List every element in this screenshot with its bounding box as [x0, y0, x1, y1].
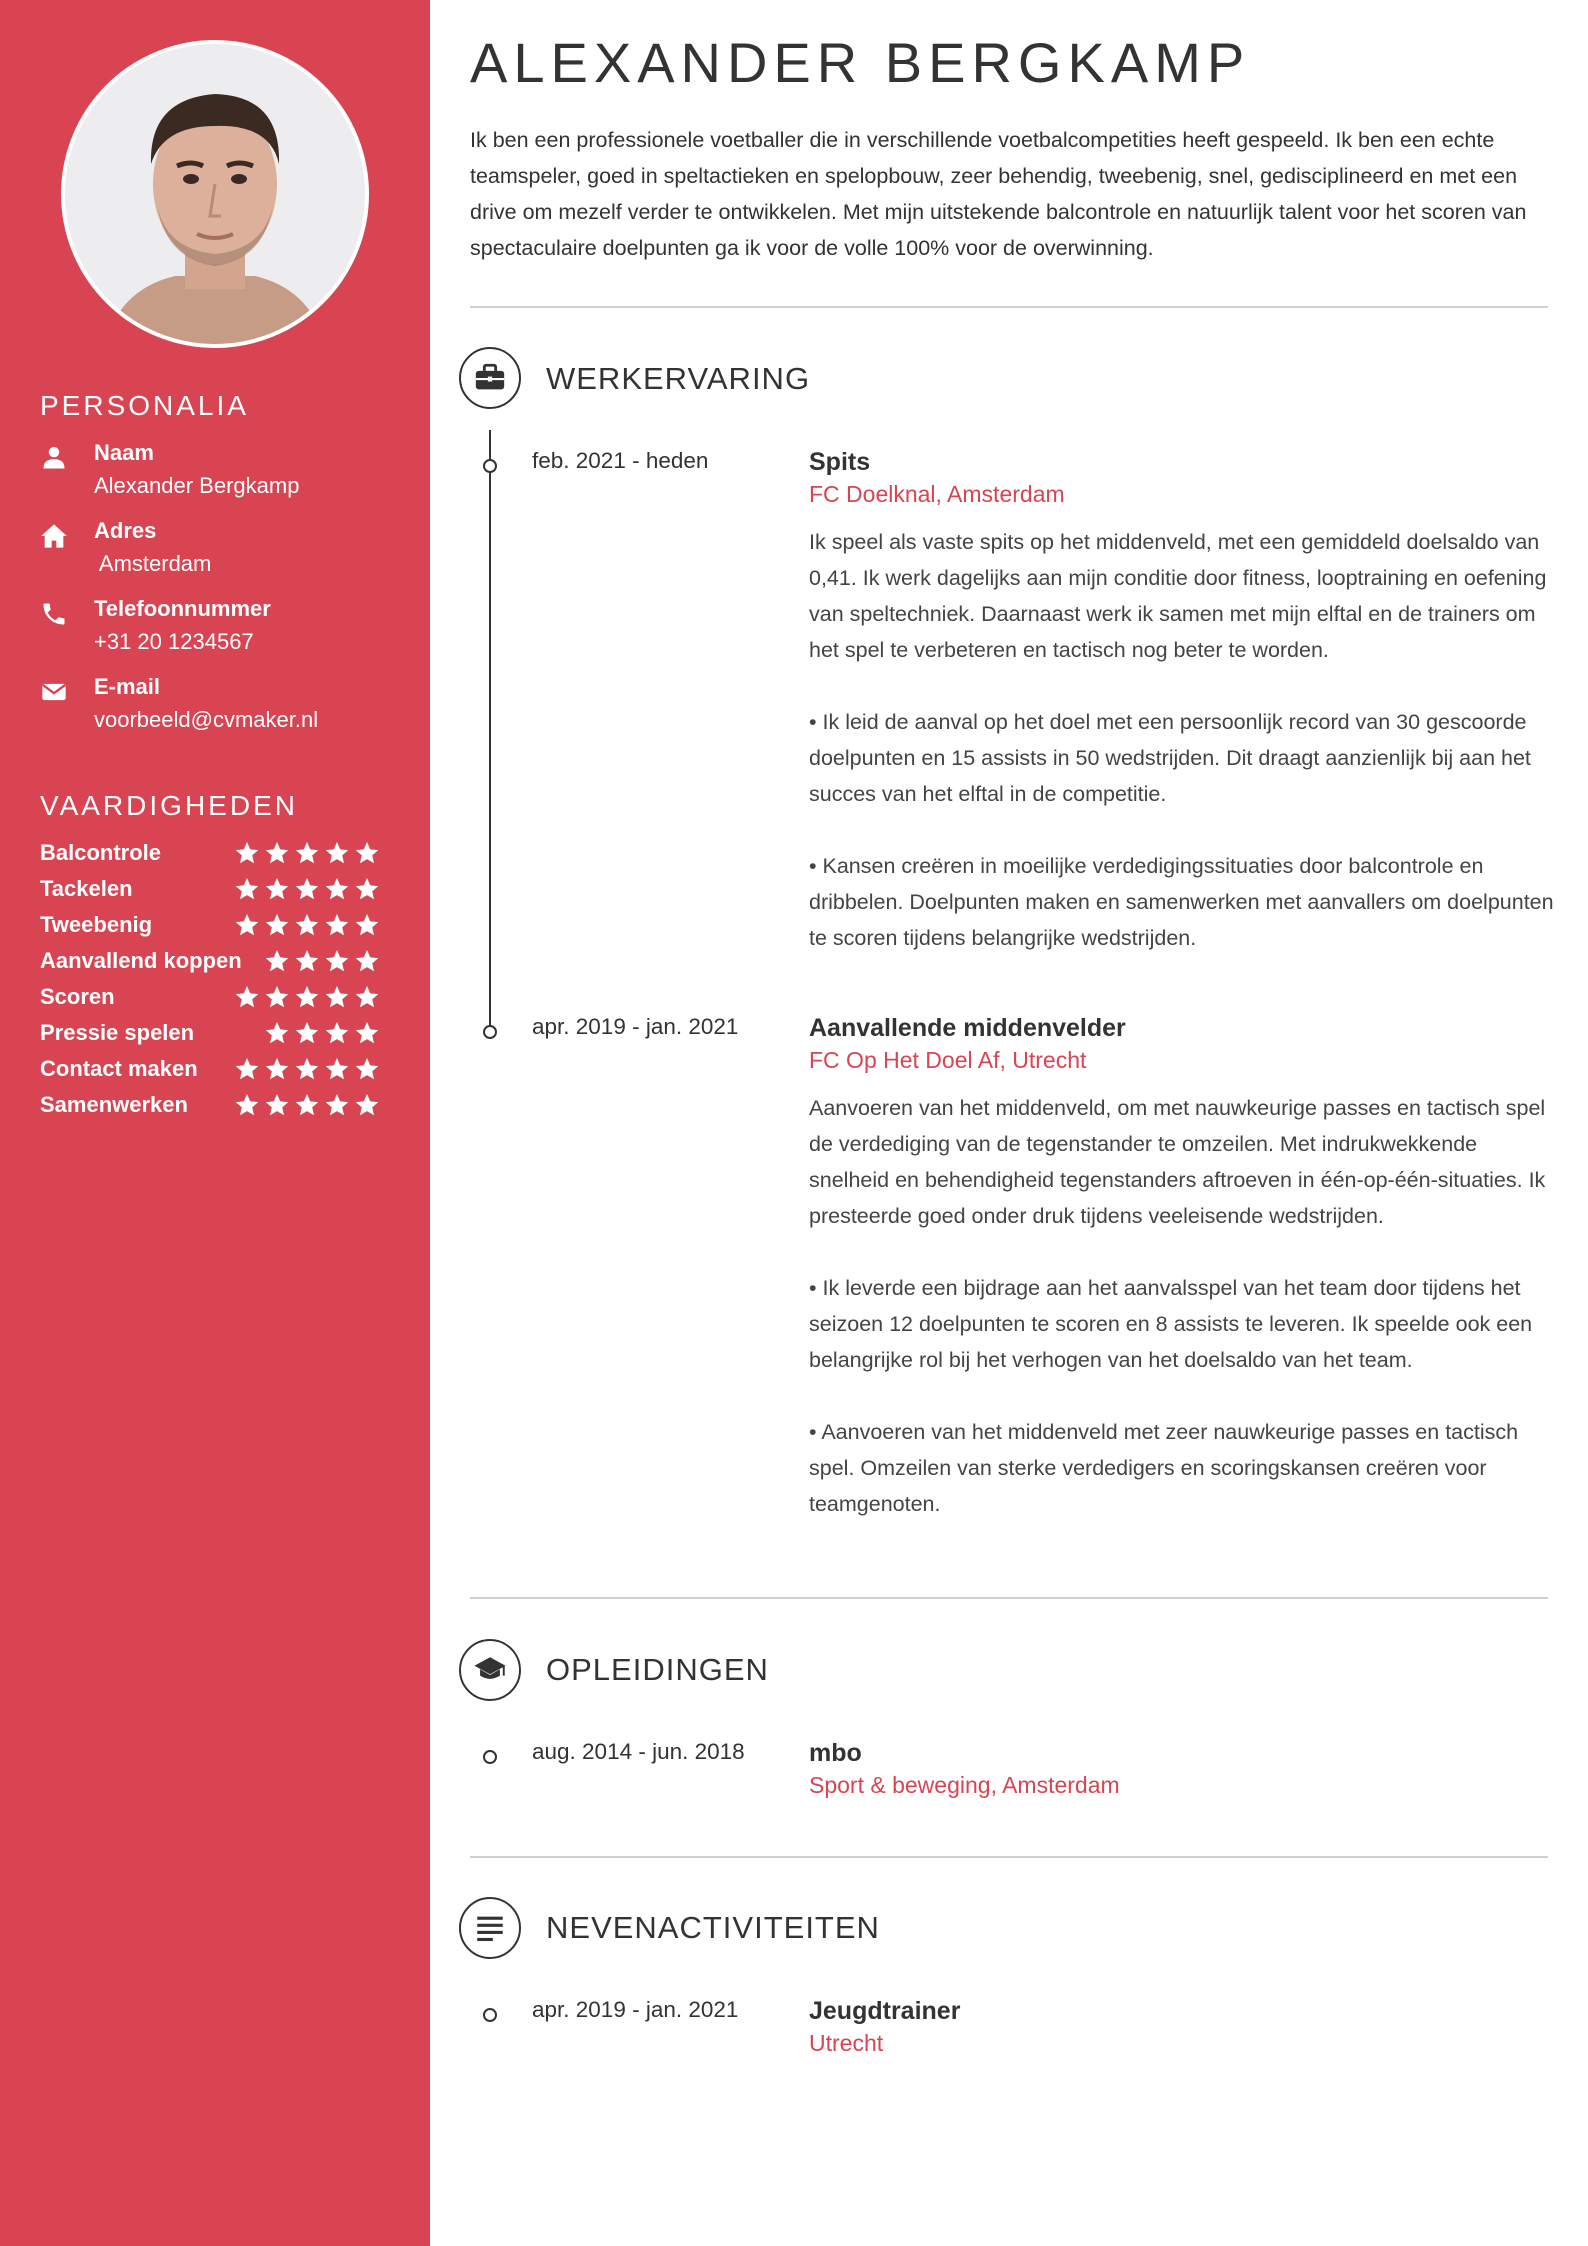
star-icon — [264, 1020, 290, 1046]
star-icon — [264, 876, 290, 902]
skill-name: Pressie spelen — [40, 1020, 195, 1045]
star-icon — [354, 1056, 380, 1082]
star-icon — [324, 876, 350, 902]
star-icon — [294, 948, 320, 974]
divider — [470, 1597, 1548, 1599]
entry-date: aug. 2014 - jun. 2018 — [532, 1739, 745, 1764]
skill-name: Balcontrole — [40, 840, 162, 865]
star-icon — [234, 984, 260, 1010]
skill-name: Aanvallend koppen — [40, 948, 242, 973]
envelope-icon — [40, 678, 70, 708]
document-lines-icon — [459, 1897, 521, 1959]
star-icon — [354, 1020, 380, 1046]
personalia-label: Adres — [94, 518, 157, 543]
skill-name: Scoren — [40, 984, 115, 1009]
personalia-label: E-mail — [94, 674, 161, 699]
section-title-nevenactiviteiten: NEVENACTIVITEITEN — [546, 1910, 880, 1945]
entry-date: feb. 2021 - heden — [532, 448, 709, 473]
skill-rating — [234, 876, 380, 902]
entry-title: mbo — [809, 1739, 862, 1767]
skill-name: Samenwerken — [40, 1092, 188, 1117]
skills-heading: VAARDIGHEDEN — [40, 790, 298, 821]
entry-description — [809, 1090, 1554, 1522]
star-icon — [264, 984, 290, 1010]
star-icon — [324, 948, 350, 974]
star-icon — [324, 984, 350, 1010]
star-icon — [324, 912, 350, 938]
entry-paragraph: • Kansen creëren in moeilijke verdedigingssituaties door balcontrole en dribbelen. Doelpunten maken en samenwerken met aanvallers om doelpunten te scoren tijdens belangrijke wedstrijden. — [809, 854, 1554, 950]
personalia-value: voorbeeld@cvmaker.nl — [94, 707, 319, 732]
skill-row — [40, 912, 380, 942]
skill-rating — [234, 984, 380, 1010]
skill-row — [40, 1056, 380, 1086]
personalia-label: Telefoonnummer — [94, 596, 271, 621]
star-icon — [264, 840, 290, 866]
skill-row — [40, 876, 380, 906]
star-icon — [354, 876, 380, 902]
timeline-dot — [483, 2008, 497, 2022]
personalia-value: +31 20 1234567 — [94, 629, 254, 654]
skill-name: Tweebenig — [40, 912, 153, 937]
star-icon — [264, 1092, 290, 1118]
entry-paragraph: • Ik leverde een bijdrage aan het aanvalsspel van het team door tijdens het seizoen 12 doelpunten te scoren en 8 assists te leveren. Ik speelde ook een belangrijke rol bij het verhogen van het doelsaldo van het team. — [809, 1276, 1533, 1372]
star-icon — [294, 840, 320, 866]
personalia-value: Alexander Bergkamp — [94, 473, 300, 498]
entry-description — [809, 524, 1554, 956]
skill-row — [40, 840, 380, 870]
timeline-dot — [483, 1750, 497, 1764]
entry-paragraph: • Ik leid de aanval op het doel met een persoonlijk record van 30 gescoorde doelpunten en 15 assists in 50 wedstrijden. Dit draagt aanzienlijk bij aan het succes van het elftal in de competitie. — [809, 710, 1531, 806]
skill-rating — [264, 948, 380, 974]
entry-subtitle: Sport & beweging, Amsterdam — [809, 1772, 1120, 1798]
phone-icon — [40, 600, 70, 630]
entry-paragraph: Ik speel als vaste spits op het middenveld, met een gemiddeld doelsaldo van 0,41. Ik werk dagelijks aan mijn conditie door fitness, looptraining en oefening van speltechniek. Daarnaast werk ik samen met mijn elftal en de trainers om het spel te verbeteren en tactisch nog beter te worden. — [809, 530, 1547, 662]
personalia-phone — [40, 596, 410, 666]
star-icon — [354, 984, 380, 1010]
star-icon — [354, 912, 380, 938]
star-icon — [294, 1056, 320, 1082]
star-icon — [234, 1056, 260, 1082]
skill-row — [40, 1092, 380, 1122]
personalia-heading: PERSONALIA — [40, 390, 249, 421]
sidebar — [0, 0, 430, 2246]
candidate-name: ALEXANDER BERGKAMP — [470, 31, 1251, 94]
star-icon — [324, 1056, 350, 1082]
entry-subtitle: FC Doelknal, Amsterdam — [809, 481, 1065, 507]
profile-summary: Ik ben een professionele voetballer die in verschillende voetbalcompetities heeft gespeeld. Ik ben een echte teamspeler, goed in speltactieken en spelopbouw, zeer behendig, tweebenig, snel, gedisciplineerd en met een drive om mezelf verder te ontwikkelen. Met mijn uitstekende balcontrole en natuurlijk talent voor het scoren van spectaculaire doelpunten ga ik voor de volle 100% voor de overwinning. — [470, 128, 1527, 260]
star-icon — [294, 1020, 320, 1046]
personalia-label: Naam — [94, 440, 154, 465]
skill-row — [40, 984, 380, 1014]
star-icon — [294, 1092, 320, 1118]
section-title-werkervaring: WERKERVARING — [546, 361, 811, 396]
skill-name: Tackelen — [40, 876, 133, 901]
star-icon — [294, 984, 320, 1010]
entry-title: Spits — [809, 448, 871, 476]
star-icon — [264, 1056, 290, 1082]
timeline-dot — [483, 1025, 497, 1039]
timeline-line — [489, 430, 491, 1032]
personalia-value: Amsterdam — [94, 551, 212, 576]
personalia-email — [40, 674, 410, 744]
section-title-opleidingen: OPLEIDINGEN — [546, 1652, 769, 1687]
entry-subtitle: Utrecht — [809, 2030, 884, 2056]
skill-name: Contact maken — [40, 1056, 198, 1081]
entry-paragraph: • Aanvoeren van het middenveld met zeer nauwkeurige passes en tactisch spel. Omzeilen van sterke verdedigers en scoringskansen creëren voor teamgenoten. — [809, 1420, 1519, 1516]
star-icon — [234, 1092, 260, 1118]
home-icon — [40, 522, 70, 552]
entry-date: apr. 2019 - jan. 2021 — [532, 1014, 739, 1039]
skill-rating — [264, 1020, 380, 1046]
entry-title: Jeugdtrainer — [809, 1997, 961, 2025]
star-icon — [324, 840, 350, 866]
graduation-cap-icon — [459, 1639, 521, 1701]
star-icon — [324, 1092, 350, 1118]
divider — [470, 306, 1548, 308]
star-icon — [264, 912, 290, 938]
star-icon — [234, 840, 260, 866]
star-icon — [264, 948, 290, 974]
divider — [470, 1856, 1548, 1858]
star-icon — [294, 912, 320, 938]
briefcase-icon — [459, 347, 521, 409]
star-icon — [234, 912, 260, 938]
entry-subtitle: FC Op Het Doel Af, Utrecht — [809, 1047, 1087, 1073]
profile-photo-image — [65, 44, 365, 344]
entry-title: Aanvallende middenvelder — [809, 1014, 1126, 1042]
skill-row — [40, 948, 380, 978]
star-icon — [354, 1092, 380, 1118]
profile-photo — [61, 40, 369, 348]
star-icon — [234, 876, 260, 902]
entry-date: apr. 2019 - jan. 2021 — [532, 1997, 739, 2022]
skill-row — [40, 1020, 380, 1050]
person-icon — [40, 444, 70, 474]
star-icon — [354, 840, 380, 866]
skill-rating — [234, 1056, 380, 1082]
star-icon — [354, 948, 380, 974]
timeline-dot — [483, 459, 497, 473]
entry-paragraph: Aanvoeren van het middenveld, om met nauwkeurige passes en tactisch spel de verdediging van de tegenstander te omzeilen. Met indrukwekkende snelheid en behendigheid tegenstanders aftroeven in één-op-één-situaties. Ik presteerde goed onder druk tijdens veeleisende wedstrijden. — [809, 1096, 1546, 1228]
star-icon — [294, 876, 320, 902]
skill-rating — [234, 840, 380, 866]
skill-rating — [234, 912, 380, 938]
star-icon — [324, 1020, 350, 1046]
personalia-address — [40, 518, 410, 588]
skill-rating — [234, 1092, 380, 1118]
personalia-name — [40, 440, 410, 510]
